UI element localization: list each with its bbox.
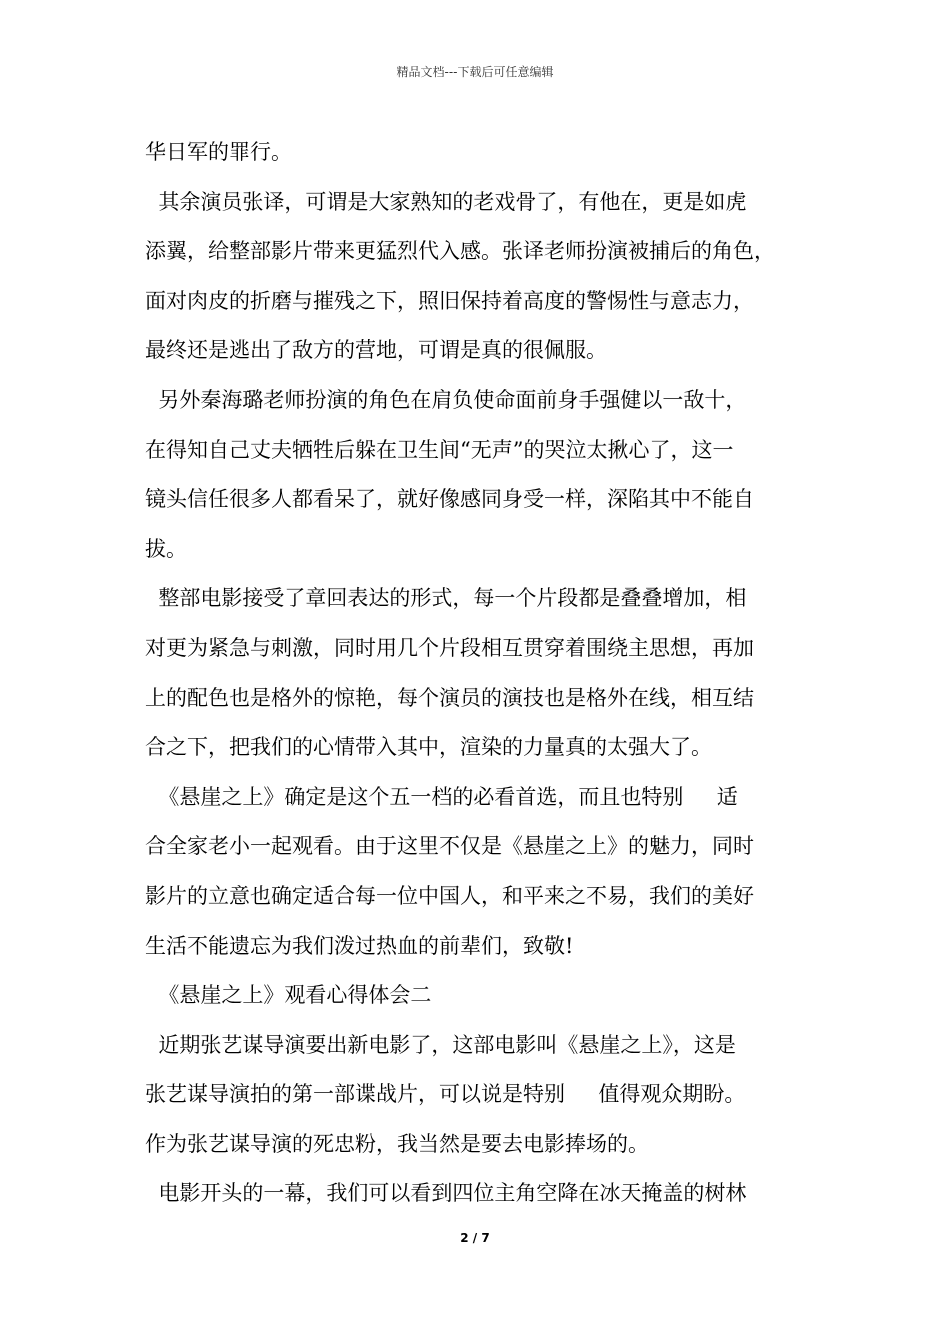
text-line: 面对肉皮的折磨与摧残之下，照旧保持着高度的警惕性与意志力， bbox=[145, 288, 754, 313]
text-line: 近期张艺谋导演要出新电影了，这部电影叫《悬崖之上》，这是 bbox=[145, 1032, 736, 1057]
text-line: 电影开头的一幕，我们可以看到四位主角空降在冰天掩盖的树林 bbox=[145, 1181, 747, 1206]
text-line: 《悬崖之上》确定是这个五一档的必看首选，而且也特别 适 bbox=[145, 784, 738, 809]
text-line: 合全家老小一起观看。由于这里不仅是《悬崖之上》的魅力，同时 bbox=[145, 834, 754, 859]
text-line: 作为张艺谋导演的死忠粉，我当然是要去电影捧场的。 bbox=[145, 1131, 649, 1156]
section-heading: 《悬崖之上》观看心得体会二 bbox=[145, 983, 432, 1008]
text-line: 生活不能遗忘为我们泼过热血的前辈们，致敬! bbox=[145, 933, 574, 958]
document-body bbox=[145, 128, 825, 1219]
text-line: 对更为紧急与刺激，同时用几个片段相互贯穿着围绕主思想，再加 bbox=[145, 635, 754, 660]
page-header: 精品文档---下载后可任意编辑 bbox=[396, 65, 554, 79]
text-line: 最终还是逃出了敌方的营地，可谓是真的很佩服。 bbox=[145, 338, 607, 363]
text-line: 另外秦海璐老师扮演的角色在肩负使命面前身手强健以一敌十， bbox=[145, 387, 747, 412]
text-line: 其余演员张译，可谓是大家熟知的老戏骨了，有他在，更是如虎 bbox=[145, 189, 747, 214]
page-number: 2 / 7 bbox=[460, 1231, 490, 1245]
text-line: 添翼，给整部影片带来更猛烈代入感。张译老师扮演被捕后的角色， bbox=[145, 239, 775, 264]
text-line: 合之下，把我们的心情带入其中，渲染的力量真的太强大了。 bbox=[145, 735, 712, 760]
text-line: 镜头信任很多人都看呆了，就好像感同身受一样，深陷其中不能自 bbox=[145, 487, 754, 512]
text-line: 华日军的罪行。 bbox=[145, 140, 292, 164]
text-line: 在得知自己丈夫牺牲后躲在卫生间“无声”的哭泣太揪心了，这一 bbox=[145, 437, 734, 462]
text-line: 影片的立意也确定适合每一位中国人，和平来之不易，我们的美好 bbox=[145, 883, 754, 908]
text-line: 整部电影接受了章回表达的形式，每一个片段都是叠叠增加，相 bbox=[145, 586, 747, 611]
text-line: 上的配色也是格外的惊艳，每个演员的演技也是格外在线，相互结 bbox=[145, 685, 754, 710]
text-line: 张艺谋导演拍的第一部谍战片，可以说是特别 值得观众期盼。 bbox=[145, 1082, 746, 1107]
text-line: 拔。 bbox=[145, 536, 187, 561]
